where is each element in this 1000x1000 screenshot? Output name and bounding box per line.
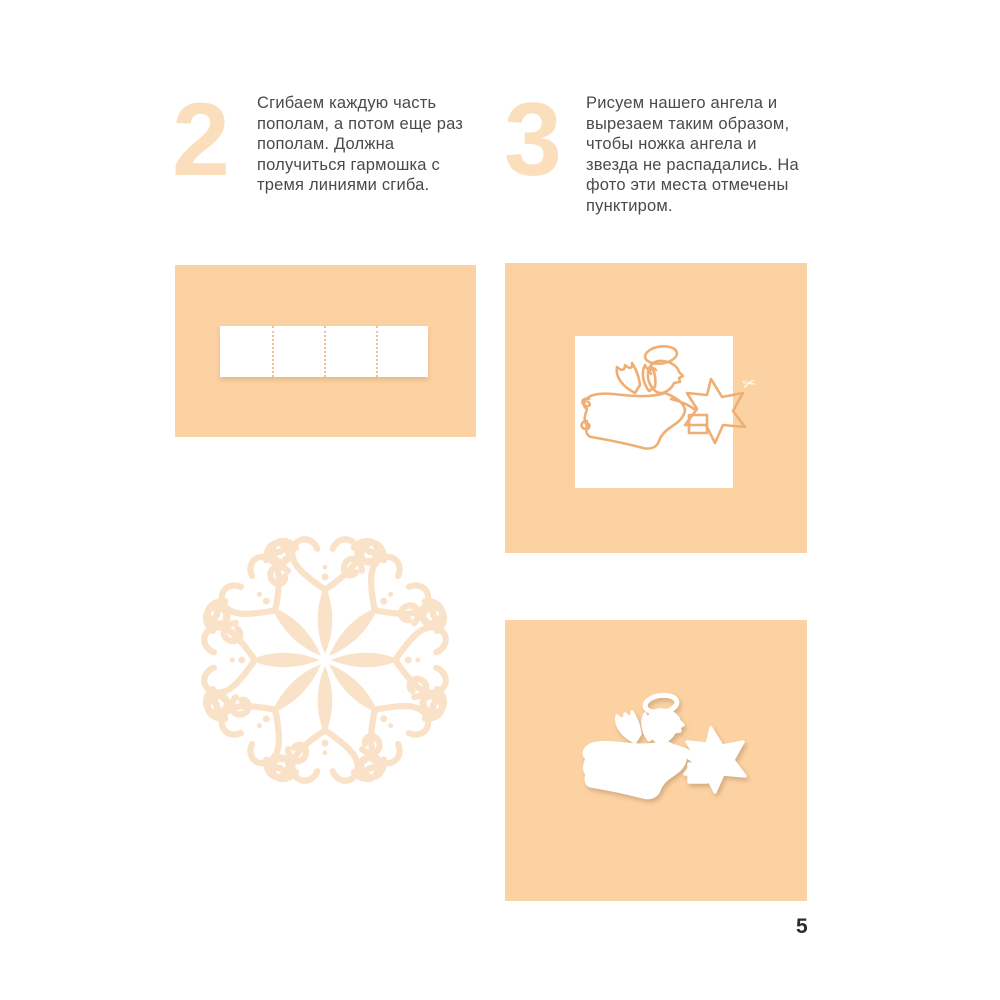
scissors-icon: ✂: [741, 374, 759, 395]
figure-folded-strip: [175, 265, 476, 437]
folded-paper-strip: [220, 326, 428, 377]
angel-outline-drawing: [573, 341, 753, 467]
figure-angel-cutout: [505, 620, 807, 901]
snowflake-ornament: [180, 515, 470, 805]
step-2-text: Сгибаем каждую часть пополам, а потом еще раз пополам. Должна получиться гармошка с тремя линиями сгиба.: [257, 94, 464, 194]
figure-angel-drawing: [505, 263, 807, 553]
step-2-number: 2: [172, 82, 228, 198]
angel-cutout-shape: [573, 690, 753, 816]
fold-line-2: [324, 326, 326, 377]
fold-line-3: [376, 326, 378, 377]
fold-line-1: [272, 326, 274, 377]
step-3-text: Рисуем нашего ангела и вырезаем таким образом, чтобы ножка ангела и звезда не распадались. На фото эти места отмечены пунктиром.: [586, 94, 799, 215]
step-3-number: 3: [504, 82, 560, 198]
page-number: 5: [796, 915, 808, 938]
